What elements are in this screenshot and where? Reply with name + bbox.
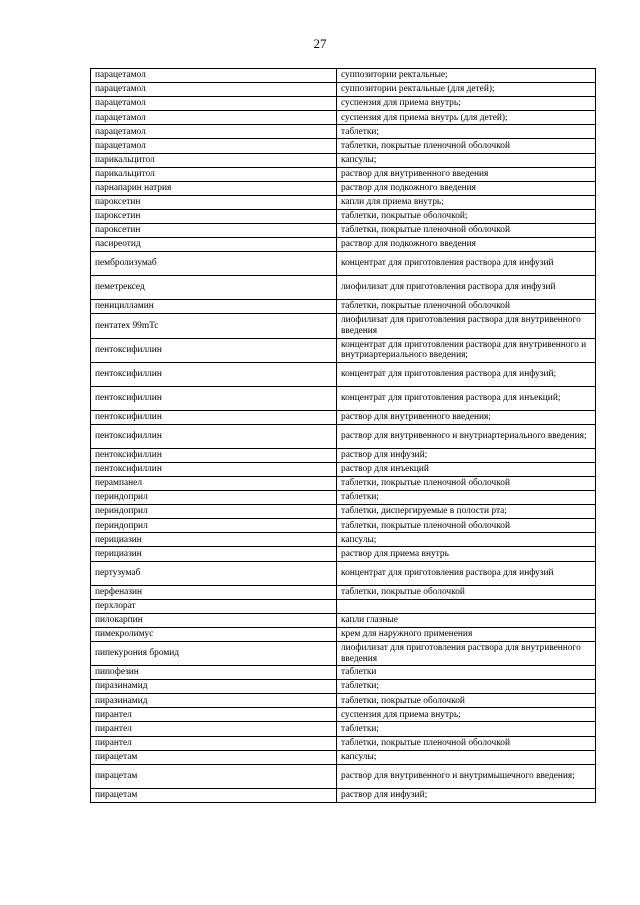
dosage-form-cell: раствор для приема внутрь [337,547,596,561]
drug-name-cell: пирацетам [91,764,337,788]
drug-name-cell: пертузумаб [91,561,337,585]
dosage-form-cell: концентрат для приготовления раствора для инфузий [337,561,596,585]
drug-name-cell: парацетамол [91,111,337,125]
dosage-form-cell: таблетки, покрытые пленочной оболочкой [337,736,596,750]
table-row [91,476,596,490]
dosage-form-cell: таблетки, покрытые пленочной оболочкой [337,139,596,153]
table-row [91,125,596,139]
dosage-form-cell: капли глазные [337,613,596,627]
table-row [91,561,596,585]
drug-name-cell: парацетамол [91,139,337,153]
table-row [91,153,596,167]
drug-name-cell: пентоксифиллин [91,362,337,386]
table-row [91,252,596,276]
table-row [91,338,596,362]
drug-name-cell: парнапарин натрия [91,181,337,195]
table-row [91,195,596,209]
table-row [91,83,596,97]
drug-name-cell: пароксетин [91,224,337,238]
dosage-form-cell: таблетки, покрытые пленочной оболочкой [337,476,596,490]
drug-name-cell: пирантел [91,708,337,722]
dosage-form-cell: капсулы; [337,750,596,764]
drug-name-cell: периндоприл [91,519,337,533]
table-row [91,666,596,680]
table-row [91,547,596,561]
drug-name-cell: периндоприл [91,505,337,519]
table-row [91,491,596,505]
table-row [91,139,596,153]
table-row [91,694,596,708]
table-row [91,69,596,83]
dosage-form-cell: раствор для внутривенного и внутримышечного введения; [337,764,596,788]
table-row [91,209,596,223]
table-row [91,314,596,338]
table-row [91,736,596,750]
dosage-form-cell: суппозитории ректальные; [337,69,596,83]
drug-name-cell: пирацетам [91,750,337,764]
dosage-form-cell: лиофилизат для приготовления раствора для внутривенного введения [337,641,596,665]
drug-name-cell: пипекурония бромид [91,641,337,665]
table-row [91,167,596,181]
drug-name-cell: перфеназин [91,585,337,599]
table-row [91,410,596,424]
table-row [91,641,596,665]
dosage-form-cell: таблетки, покрытые пленочной оболочкой [337,519,596,533]
drug-name-cell: парацетамол [91,97,337,111]
table-row [91,97,596,111]
dosage-form-cell: капсулы; [337,533,596,547]
drug-name-cell: пентатех 99mTc [91,314,337,338]
drug-name-cell: пиразинамид [91,680,337,694]
drug-name-cell: пеметрексед [91,276,337,300]
drug-name-cell: парикальцитол [91,167,337,181]
table-row [91,462,596,476]
dosage-form-cell: концентрат для приготовления раствора для инъекций; [337,386,596,410]
drug-name-cell: пентоксифиллин [91,424,337,448]
table-row [91,750,596,764]
table-row [91,424,596,448]
drug-name-cell: пембролизумаб [91,252,337,276]
table-row [91,224,596,238]
drug-name-cell: парацетамол [91,125,337,139]
drug-name-cell: пентоксифиллин [91,448,337,462]
drug-name-cell: пароксетин [91,209,337,223]
dosage-form-cell: капли для приема внутрь; [337,195,596,209]
drug-name-cell: пимекролимус [91,627,337,641]
dosage-form-cell: раствор для подкожного введения [337,181,596,195]
dosage-form-cell: таблетки [337,666,596,680]
drug-name-cell: пипофезин [91,666,337,680]
drug-name-cell: пентоксифиллин [91,338,337,362]
page-number: 27 [313,36,327,51]
drug-name-cell: парикальцитол [91,153,337,167]
dosage-form-cell: концентрат для приготовления раствора для внутривенного и внутриартериального введения; [337,338,596,362]
dosage-form-cell: таблетки, диспергируемые в полости рта; [337,505,596,519]
dosage-form-cell: таблетки, покрытые оболочкой; [337,209,596,223]
table-row [91,722,596,736]
drug-name-cell: перициазин [91,547,337,561]
dosage-form-cell: концентрат для приготовления раствора для инфузий; [337,362,596,386]
table-row [91,111,596,125]
dosage-form-cell: суппозитории ректальные (для детей); [337,83,596,97]
table-row [91,533,596,547]
table-row [91,519,596,533]
table-row [91,585,596,599]
table-row [91,386,596,410]
dosage-form-cell: концентрат для приготовления раствора для инфузий [337,252,596,276]
dosage-form-cell: таблетки; [337,722,596,736]
drug-name-cell: пентоксифиллин [91,386,337,410]
table-row [91,613,596,627]
dosage-form-cell: лиофилизат для приготовления раствора для инфузий [337,276,596,300]
drug-name-cell: пирацетам [91,788,337,802]
drug-name-cell: пентоксифиллин [91,462,337,476]
drug-name-cell: пиразинамид [91,694,337,708]
dosage-form-cell: таблетки, покрытые оболочкой [337,585,596,599]
table-row [91,448,596,462]
table-row [91,505,596,519]
dosage-form-cell: таблетки; [337,125,596,139]
dosage-form-cell: раствор для внутривенного и внутриартериального введения; [337,424,596,448]
drug-name-cell: периндоприл [91,491,337,505]
dosage-form-cell: таблетки, покрытые пленочной оболочкой [337,224,596,238]
drug-name-cell: перхлорат [91,599,337,613]
drug-name-cell: перициазин [91,533,337,547]
dosage-form-cell: таблетки, покрытые оболочкой [337,694,596,708]
drug-name-cell: пасиреотид [91,238,337,252]
dosage-form-cell: крем для наружного применения [337,627,596,641]
dosage-form-cell: лиофилизат для приготовления раствора для внутривенного введения [337,314,596,338]
drug-name-cell: пароксетин [91,195,337,209]
dosage-form-cell: раствор для инфузий; [337,448,596,462]
table-body [91,69,596,803]
dosage-form-cell: раствор для инъекций [337,462,596,476]
dosage-form-cell: таблетки, покрытые пленочной оболочкой [337,300,596,314]
table-row [91,764,596,788]
table-row [91,181,596,195]
drug-name-cell: пеницилламин [91,300,337,314]
dosage-form-cell: раствор для инфузий; [337,788,596,802]
drug-name-cell: парацетамол [91,69,337,83]
table-row [91,300,596,314]
dosage-form-cell: таблетки; [337,491,596,505]
table-row [91,680,596,694]
table-row [91,238,596,252]
table-row [91,599,596,613]
dosage-form-cell: суспензия для приема внутрь; [337,708,596,722]
dosage-form-cell: раствор для внутривенного введения [337,167,596,181]
drug-name-cell: пирантел [91,736,337,750]
table-row [91,708,596,722]
drug-name-cell: парацетамол [91,83,337,97]
drug-name-cell: пирантел [91,722,337,736]
dosage-form-cell: раствор для внутривенного введения; [337,410,596,424]
dosage-form-cell: капсулы; [337,153,596,167]
drug-name-cell: пентоксифиллин [91,410,337,424]
drug-name-cell: пилокарпин [91,613,337,627]
drug-name-cell: перампанел [91,476,337,490]
drug-forms-table [90,68,596,803]
dosage-form-cell: суспензия для приема внутрь; [337,97,596,111]
dosage-form-cell: суспензия для приема внутрь (для детей); [337,111,596,125]
table-row [91,276,596,300]
table-row [91,362,596,386]
table-row [91,788,596,802]
dosage-form-cell: раствор для подкожного введения [337,238,596,252]
dosage-form-cell [337,599,596,613]
dosage-form-cell: таблетки; [337,680,596,694]
table-row [91,627,596,641]
